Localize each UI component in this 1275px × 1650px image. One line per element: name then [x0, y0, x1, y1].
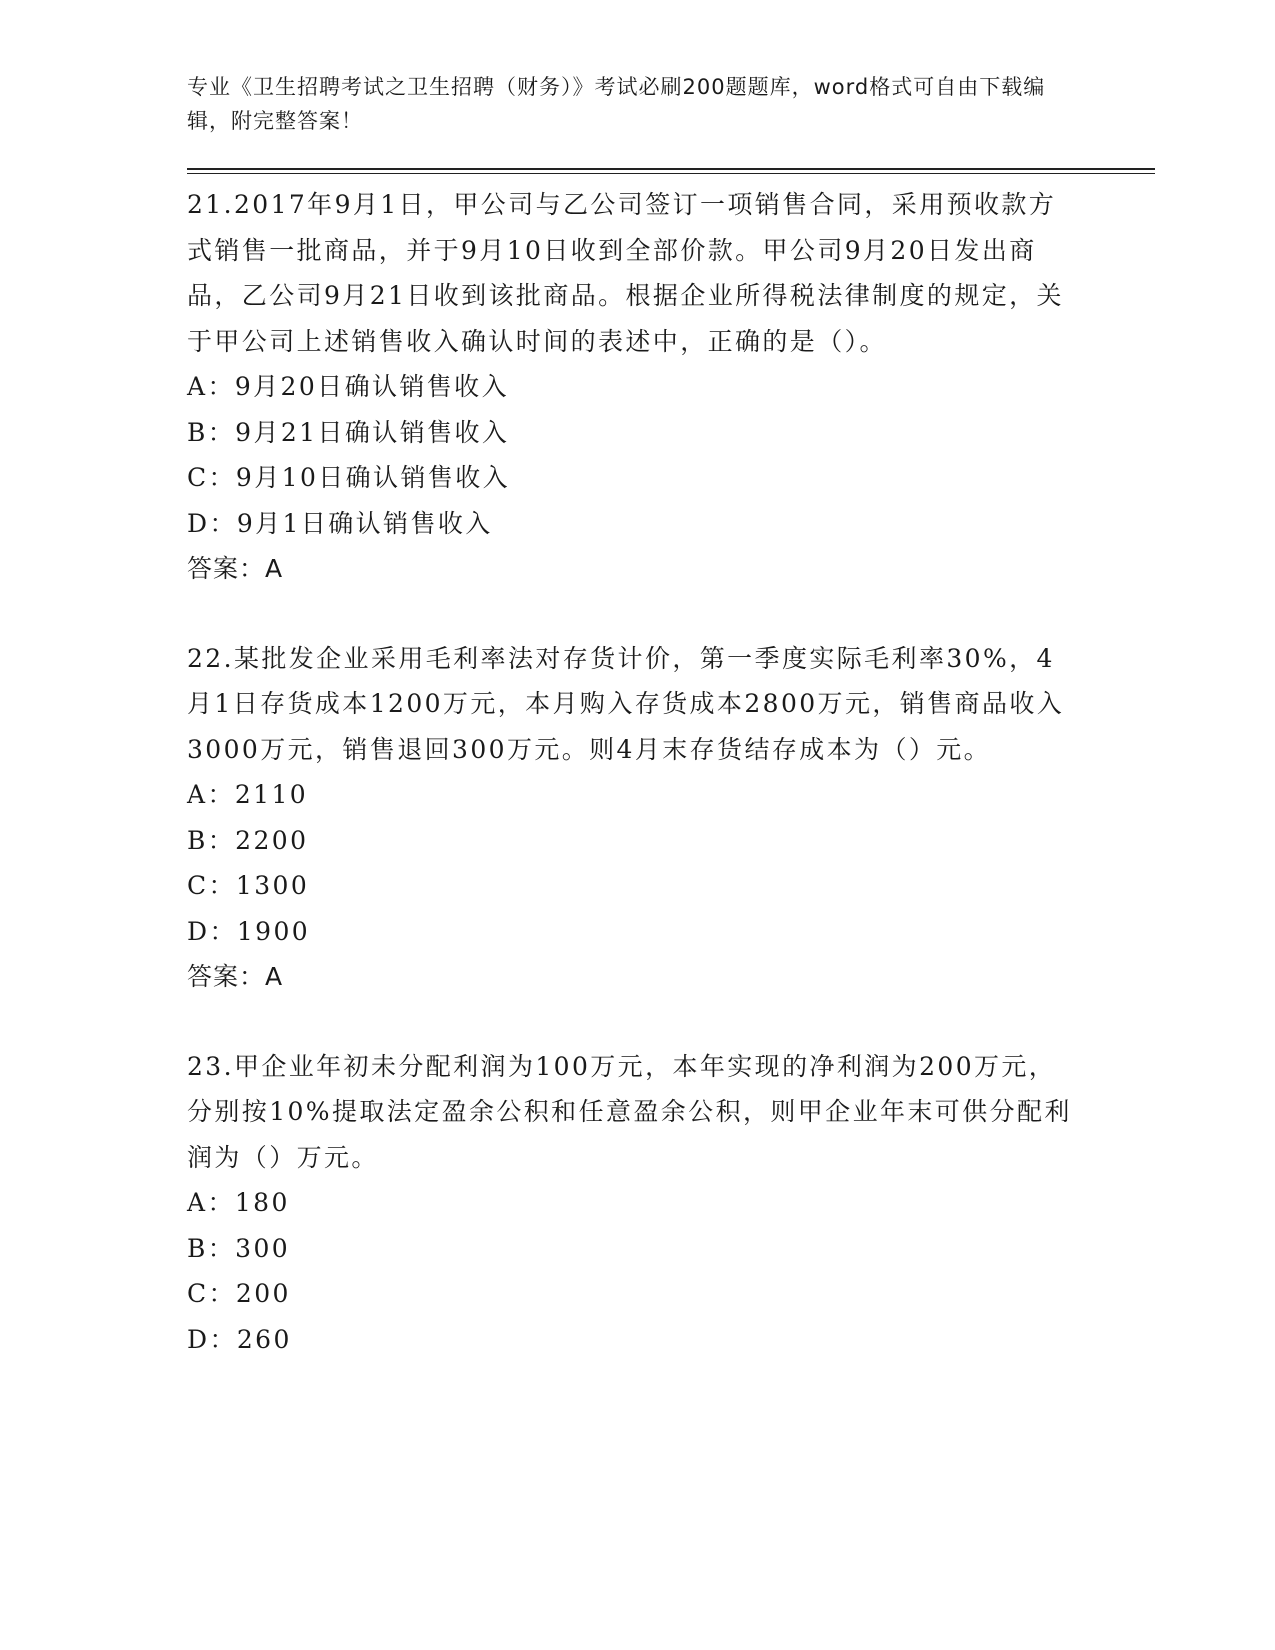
question-23: [187, 1044, 1077, 1363]
option-c: C：200: [187, 1279, 291, 1308]
question-stem: 23.甲企业年初未分配利润为100万元，本年实现的净利润为200万元，分别按10%提取法定盈余公积和任意盈余公积，则甲企业年末可供分配利润为（）万元。: [187, 1051, 1072, 1172]
header-divider: [187, 168, 1155, 170]
option-b: B：300: [187, 1233, 291, 1263]
document-page: [187, 70, 1155, 1362]
option-d: D：9月1日确认销售收入: [187, 508, 493, 538]
option-a: A：9月20日确认销售收入: [187, 372, 509, 401]
question-stem: 22.某批发企业采用毛利率法对存货计价，第一季度实际毛利率30%，4月1日存货成本1200万元，本月购入存货成本2800万元，销售商品收入3000万元，销售退回300万元。则4月末存货结存成本为（）元。: [187, 643, 1065, 764]
question-21: [187, 182, 1077, 592]
option-c: C：1300: [187, 871, 310, 900]
answer-line: 答案：A: [187, 554, 284, 583]
option-c: C：9月10日确认销售收入: [187, 463, 511, 492]
option-d: D：1900: [187, 916, 311, 946]
option-b: B：2200: [187, 825, 309, 855]
answer-line: 答案：A: [187, 962, 284, 991]
document-header: 专业《卫生招聘考试之卫生招聘（财务）》考试必刷200题题库，word格式可自由下载编辑，附完整答案！: [187, 75, 1046, 133]
question-stem: 21.2017年9月1日，甲公司与乙公司签订一项销售合同，采用预收款方式销售一批商品，并于9月10日收到全部价款。甲公司9月20日发出商品，乙公司9月21日收到该批商品。根据企业所得税法律制度的规定，关于甲公司上述销售收入确认时间的表述中，正确的是（）。: [187, 190, 1064, 356]
option-a: A：180: [187, 1188, 290, 1217]
option-d: D：260: [187, 1324, 292, 1354]
header-divider-thin: [187, 173, 1155, 174]
option-a: A：2110: [187, 780, 309, 809]
question-22: [187, 636, 1077, 1000]
option-b: B：9月21日确认销售收入: [187, 417, 510, 447]
